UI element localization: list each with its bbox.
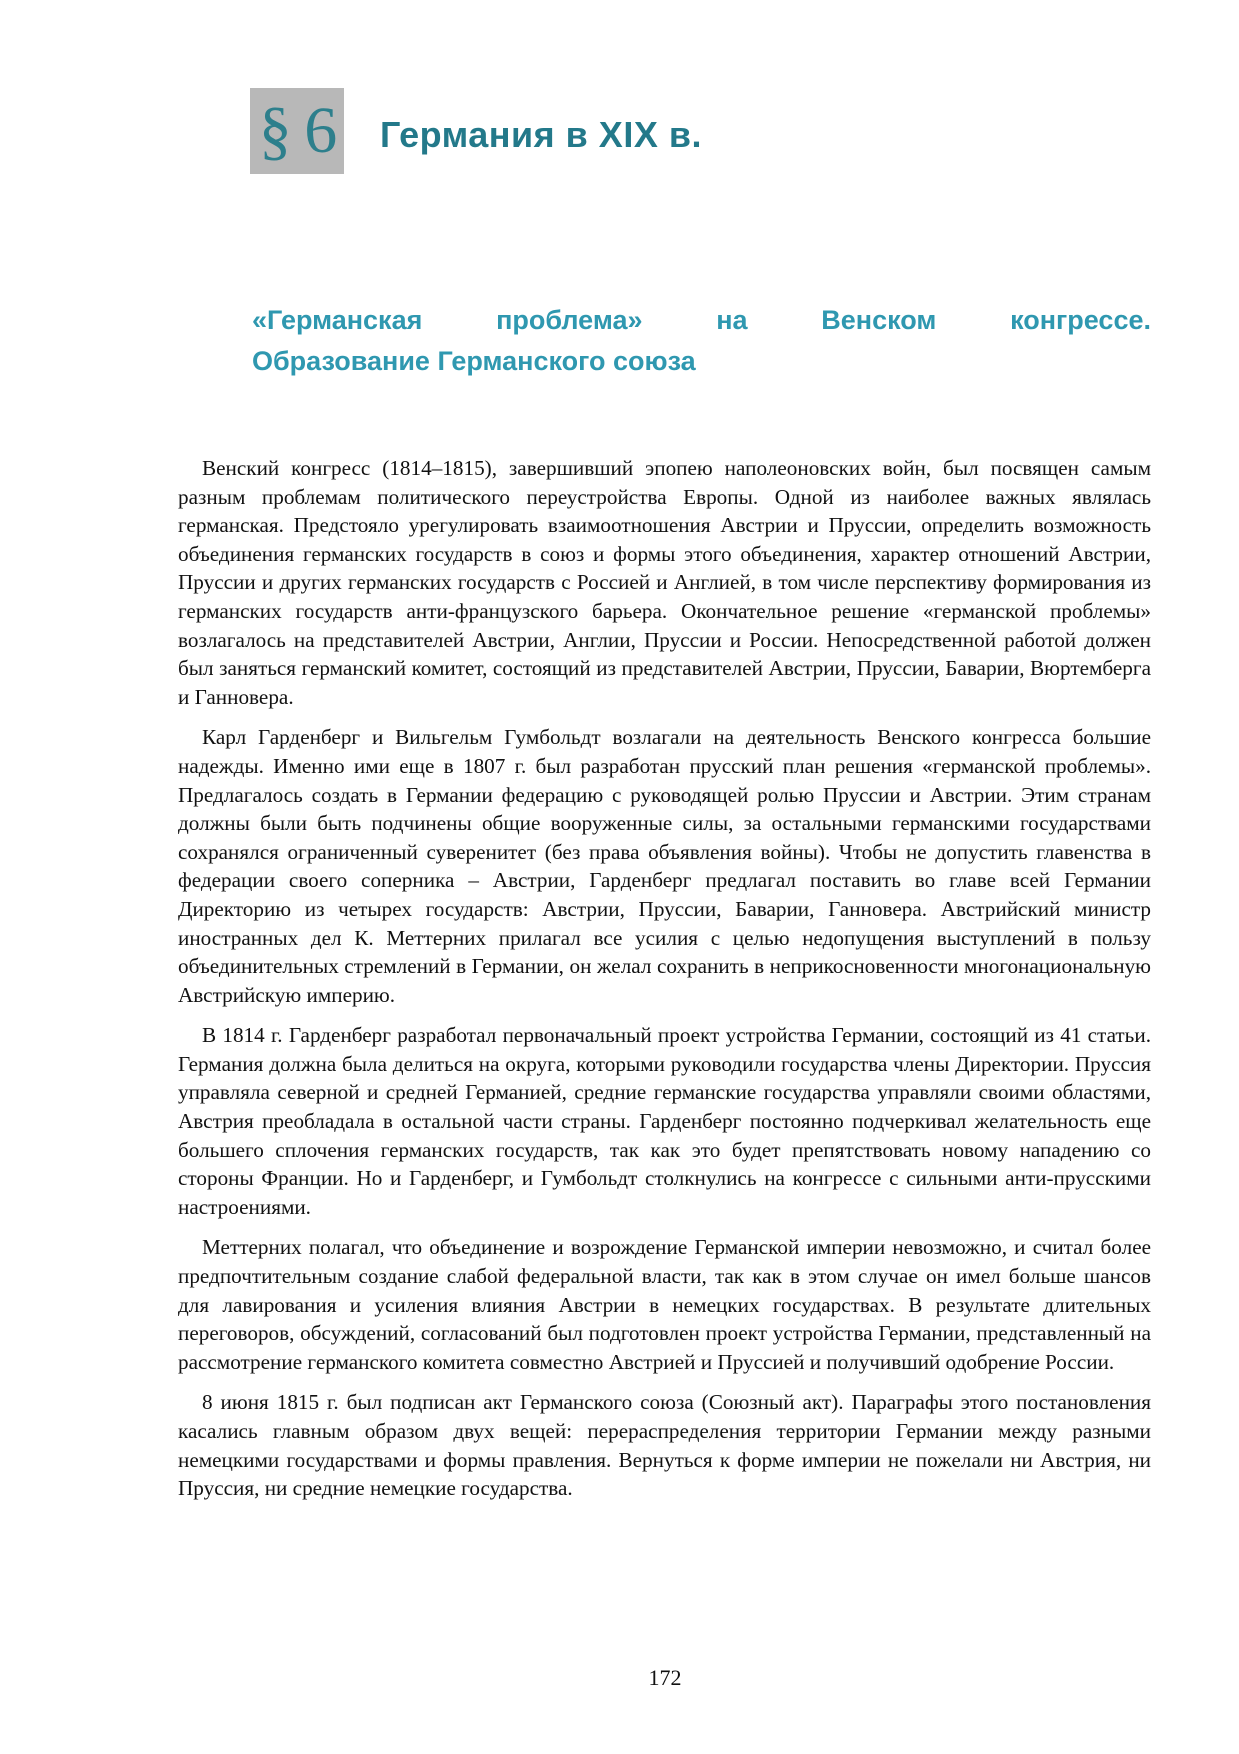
section-heading (252, 300, 1151, 382)
body-text (178, 454, 1151, 1515)
section-heading-line-2: Образование Германского союза (252, 346, 696, 376)
heading-word: конгрессе. (1010, 305, 1151, 335)
heading-word: Венском (821, 305, 937, 335)
paragraph: Меттерних полагал, что объединение и возрождение Германской империи невозможно, и считал более предпочтительным создание слабой федеральной власти, так как в этом случае он имел больше шансов для лавирования и усиления влияния Австрии в немецких государствах. В результате длительных переговоров, обсуждений, согласований был подготовлен проект устройства Германии, представленный на рассмотрение германского комитета совместно Австрией и Пруссией и получивший одобрение России. (178, 1235, 1151, 1374)
heading-word: «Германская (252, 305, 423, 335)
section-number-badge: § 6 (250, 88, 344, 174)
paragraph: В 1814 г. Гарденберг разработал первоначальный проект устройства Германии, состоящий из 41 статьи. Германия должна была делиться на округа, которыми руководили государства члены Директории. Пруссия управляла северной и средней Германией, средние германские государства управляли своими областями, Австрия преобладала в остальной части страны. Гарденберг постоянно подчеркивал желательность еще большего сплочения германских государств, так как это будет препятствовать новому нападению со стороны Франции. Но и Гарденберг, и Гумбольдт столкнулись на конгрессе с сильными анти-прусскими настроениями. (178, 1023, 1151, 1219)
chapter-title: Германия в XIX в. (380, 114, 702, 155)
paragraph: Венский конгресс (1814–1815), завершивший эпопею наполеоновских войн, был посвящен самым разным проблемам политического переустройства Европы. Одной из наиболее важных являлась германская. Предстояло урегулировать взаимоотношения Австрии и Пруссии, определить возможность объединения германских государств в союз и формы этого объединения, характер отношений Австрии, Пруссии и других германских государств с Россией и Англией, в том числе перспективу формирования из германских государств анти-французского барьера. Окончательное решение «германской проблемы» возлагалось на представителей Австрии, Англии, Пруссии и России. Непосредственной работой должен был заняться германский комитет, состоящий из представителей Австрии, Пруссии, Баварии, Вюртемберга и Ганновера. (178, 456, 1151, 709)
paragraph: 8 июня 1815 г. был подписан акт Германского союза (Союзный акт). Параграфы этого постановления касались главным образом двух вещей: перераспределения территории Германии между разными немецкими государствами и формы правления. Вернуться к форме империи не пожелали ни Австрия, ни Пруссия, ни средние немецкие государства. (178, 1390, 1151, 1501)
section-heading-line-1 (252, 300, 1151, 341)
heading-word: на (716, 305, 748, 335)
page-number: 172 (648, 1665, 682, 1690)
chapter-header (250, 88, 702, 174)
heading-word: проблема» (496, 305, 643, 335)
paragraph: Карл Гарденберг и Вильгельм Гумбольдт возлагали на деятельность Венского конгресса большие надежды. Именно ими еще в 1807 г. был разработан прусский план решения «германской проблемы». Предлагалось создать в Германии федерацию с руководящей ролью Пруссии и Австрии. Этим странам должны были быть подчинены общие вооруженные силы, за остальными германскими государствами сохранялся ограниченный суверенитет (без права объявления войны). Чтобы не допустить главенства в федерации своего соперника – Австрии, Гарденберг предлагал поставить во главе всей Германии Директорию из четырех государств: Австрии, Пруссии, Баварии, Ганновера. Австрийский министр иностранных дел К. Меттерних прилагал все усилия с целью недопущения выступлений в пользу объединительных стремлений в Германии, он желал сохранить в неприкосновенности многонациональную Австрийскую империю. (178, 725, 1151, 1007)
